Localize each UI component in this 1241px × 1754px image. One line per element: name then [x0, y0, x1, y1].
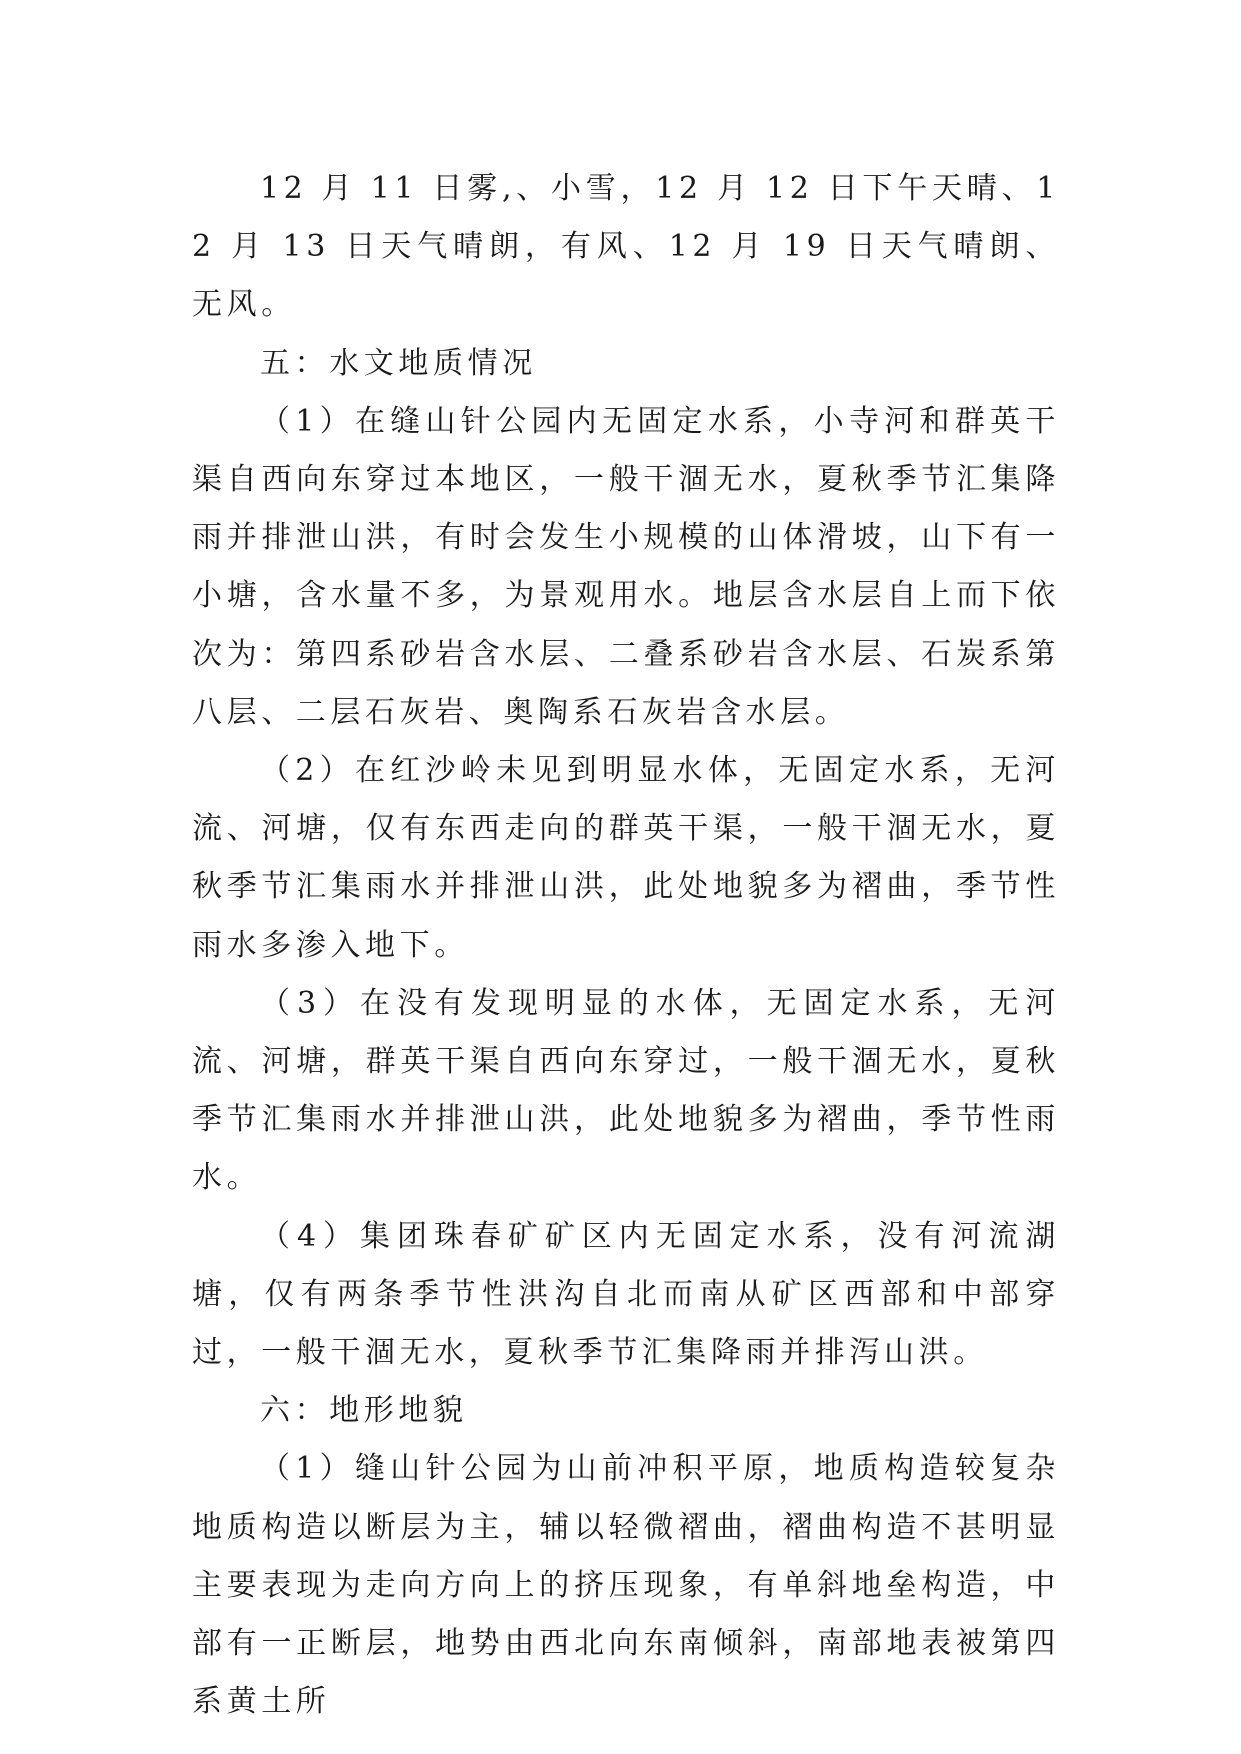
paragraph-hydro-4: （4）集团珠春矿矿区内无固定水系，没有河流湖塘，仅有两条季节性洪沟自北而南从矿区西部和中部穿过，一般干涸无水，夏秋季节汇集降雨并排泻山洪。 — [192, 1218, 1060, 1371]
paragraph-hydro-1: （1）在缝山针公园内无固定水系，小寺河和群英干渠自西向东穿过本地区，一般干涸无水，夏秋季节汇集降雨并排泄山洪，有时会发生小规模的山体滑坡，山下有一小塘，含水量不多，为景观用水。地层含水层自上而下依次为：第四系砂岩含水层、二叠系砂岩含水层、石炭系第八层、二层石灰岩、奥陶系石灰岩含水层。 — [192, 403, 1060, 730]
section-heading-hydrogeology: 五：水文地质情况 — [260, 345, 537, 381]
paragraph-hydro-3: （3）在没有发现明显的水体，无固定水系，无河流、河塘，群英干渠自西向东穿过，一般干涸无水，夏秋季节汇集雨水并排泄山洪，此处地貌多为褶曲，季节性雨水。 — [192, 985, 1060, 1196]
section-heading-topography: 六：地形地貌 — [260, 1393, 468, 1429]
paragraph-weather: 12 月 11 日雾,、小雪，12 月 12 日下午天晴、12 月 13 日天气晴朗，有风、12 月 19 日天气晴朗、无风。 — [192, 171, 1060, 323]
document-body — [192, 160, 1060, 1731]
paragraph-hydro-2: （2）在红沙岭未见到明显水体，无固定水系，无河流、河塘，仅有东西走向的群英干渠，一般干涸无水，夏秋季节汇集雨水并排泄山洪，此处地貌多为褶曲，季节性雨水多渗入地下。 — [192, 753, 1060, 963]
paragraph-topography-1: （1）缝山针公园为山前冲积平原，地质构造较复杂地质构造以断层为主，辅以轻微褶曲，褶曲构造不甚明显主要表现为走向方向上的挤压现象，有单斜地垒构造，中部有一正断层，地势由西北向东南倾斜，南部地表被第四系黄土所 — [192, 1451, 1060, 1720]
